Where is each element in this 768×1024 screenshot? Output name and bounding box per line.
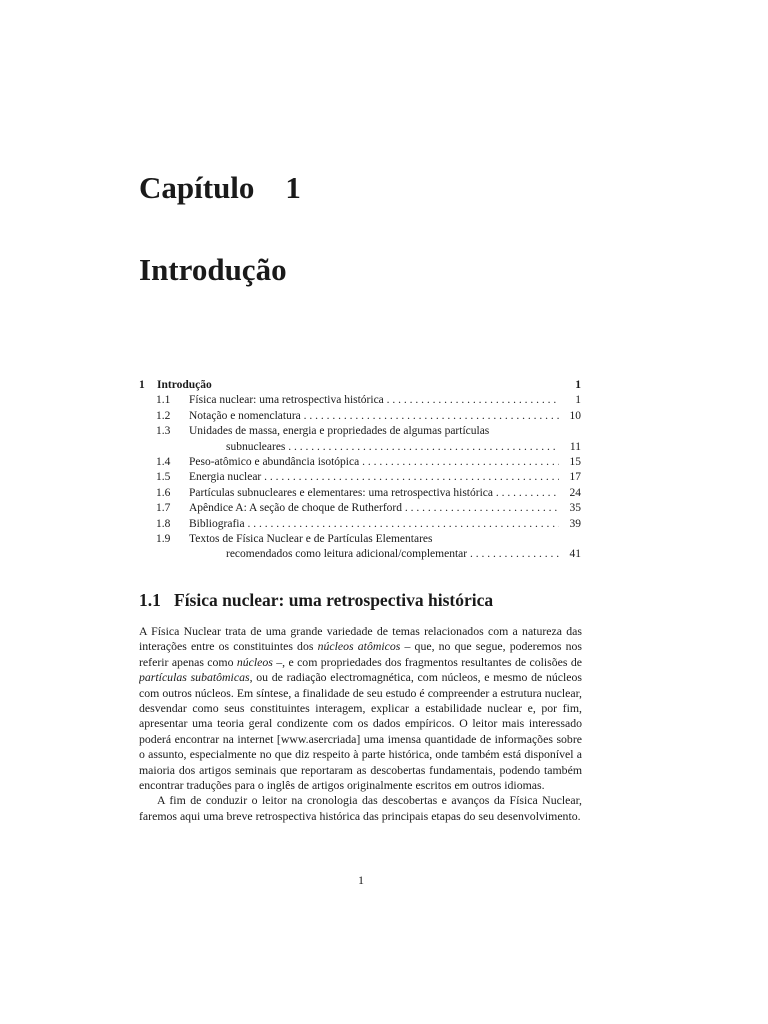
section-title: Física nuclear: uma retrospectiva histórica [174,590,494,610]
toc-entry-continuation [139,440,581,455]
toc-entry-number: 1.3 [156,425,171,438]
paragraph: A fim de conduzir o leitor na cronologia das descobertas e avanços da Física Nuclear, faremos aqui uma breve retrospectiva histórica das principais etapas do seu desenvolvimento. [139,793,582,823]
toc-entry-title-cont: recomendados como leitura adicional/complementar . . . [139,547,559,562]
section-number: 1.1 [139,590,161,610]
emphasis: núcleos [236,654,273,669]
toc-entry-title: Unidades de massa, energia e propriedades de algumas partículas [189,425,490,438]
toc-entry-number: 1.1 [156,394,171,407]
text-run: A Física Nuclear trata de uma grande variedade de temas relacionados com a natureza das interações entre os constituintes dos [139,624,582,654]
toc-entry-page: 35 [569,502,581,515]
emphasis: núcleos atômicos [317,639,401,654]
toc-entry-page: 41 [569,548,581,561]
toc-entry-title: Partículas subnucleares e elementares: uma retrospectiva histórica . . . [189,486,559,501]
toc-entry [139,393,581,408]
toc-entry [139,409,581,424]
toc-entry-page: 1 [575,394,581,407]
toc-entry-page: 15 [569,456,581,469]
toc-entry [139,532,581,547]
emphasis: partículas subatômicas [139,670,250,685]
toc-entry-title: Apêndice A: A seção de choque de Rutherford . . . [189,501,559,516]
chapter-title: Introdução [139,252,287,287]
body-text-viewport [139,624,584,845]
toc-entry-number: 1.8 [156,517,171,530]
toc-entry-page: 10 [569,409,581,422]
toc-entry [139,470,581,485]
body-text [139,624,582,824]
toc-chapter-entry [139,378,581,393]
chapter-label: Capítulo 1 [139,170,301,205]
toc-entry-page: 17 [569,471,581,484]
toc-entry-title: Textos de Física Nuclear e de Partículas Elementares [189,533,433,546]
paragraph [139,624,582,793]
toc-chapter-title: Introdução [157,379,212,391]
text-run: –, e com propriedades dos fragmentos resultantes de colisões de [272,654,582,669]
toc-entry-number: 1.5 [156,471,171,484]
toc-entry-title: Bibliografia . . . [189,517,559,532]
toc-entry-page: 39 [569,517,581,530]
text-run: , ou de radiação electromagnética, com núcleos, e mesmo de núcleos com outros núcleos. Em síntese, a finalidade de seu estudo é compreender a estrutura nuclear, desvendar como seus constituintes interagem, explicar a estabilidade nuclear e, por fim, apresentar uma teoria geral condizente com os dados empíricos. O leitor mais interessado poderá encontrar na internet [www.asercriada] uma imensa quantidade de informações sobre o assunto, especialmente no que diz respeito à parte histórica, onde também está disponível a maioria dos artigos seminais que reportaram as descobertas fundamentais, podendo também encontrar traduções para o inglês de artigos originalmente escritos em outros idiomas. [139,670,582,793]
toc-entry-title: Peso-atômico e abundância isotópica . . . [189,455,559,470]
section-heading [139,590,493,611]
page-number: 1 [358,873,364,887]
toc-entry-number: 1.2 [156,409,171,422]
toc-chapter-page: 1 [575,379,581,391]
toc-entry-number: 1.9 [156,533,171,546]
toc-entry-title: Energia nuclear . . . [189,470,559,485]
toc-entry [139,424,581,439]
table-of-contents [139,378,581,563]
toc-entry-page: 11 [569,440,581,453]
toc-entry-number: 1.7 [156,502,171,515]
toc-entry-continuation [139,547,581,562]
text-run: – que, no que segue, poderemos nos referir apenas como [139,639,582,669]
toc-entry [139,501,581,516]
toc-entry-page: 24 [569,486,581,499]
toc-entry-title-cont: subnucleares . . . [139,440,559,455]
toc-entry-title: Notação e nomenclatura . . . [189,409,559,424]
toc-entry [139,455,581,470]
toc-entry [139,517,581,532]
toc-chapter-number: 1 [139,379,145,391]
toc-entry-number: 1.6 [156,486,171,499]
toc-entry-title: Física nuclear: uma retrospectiva histórica . . . [189,393,559,408]
toc-entry-number: 1.4 [156,456,171,469]
toc-entry [139,486,581,501]
